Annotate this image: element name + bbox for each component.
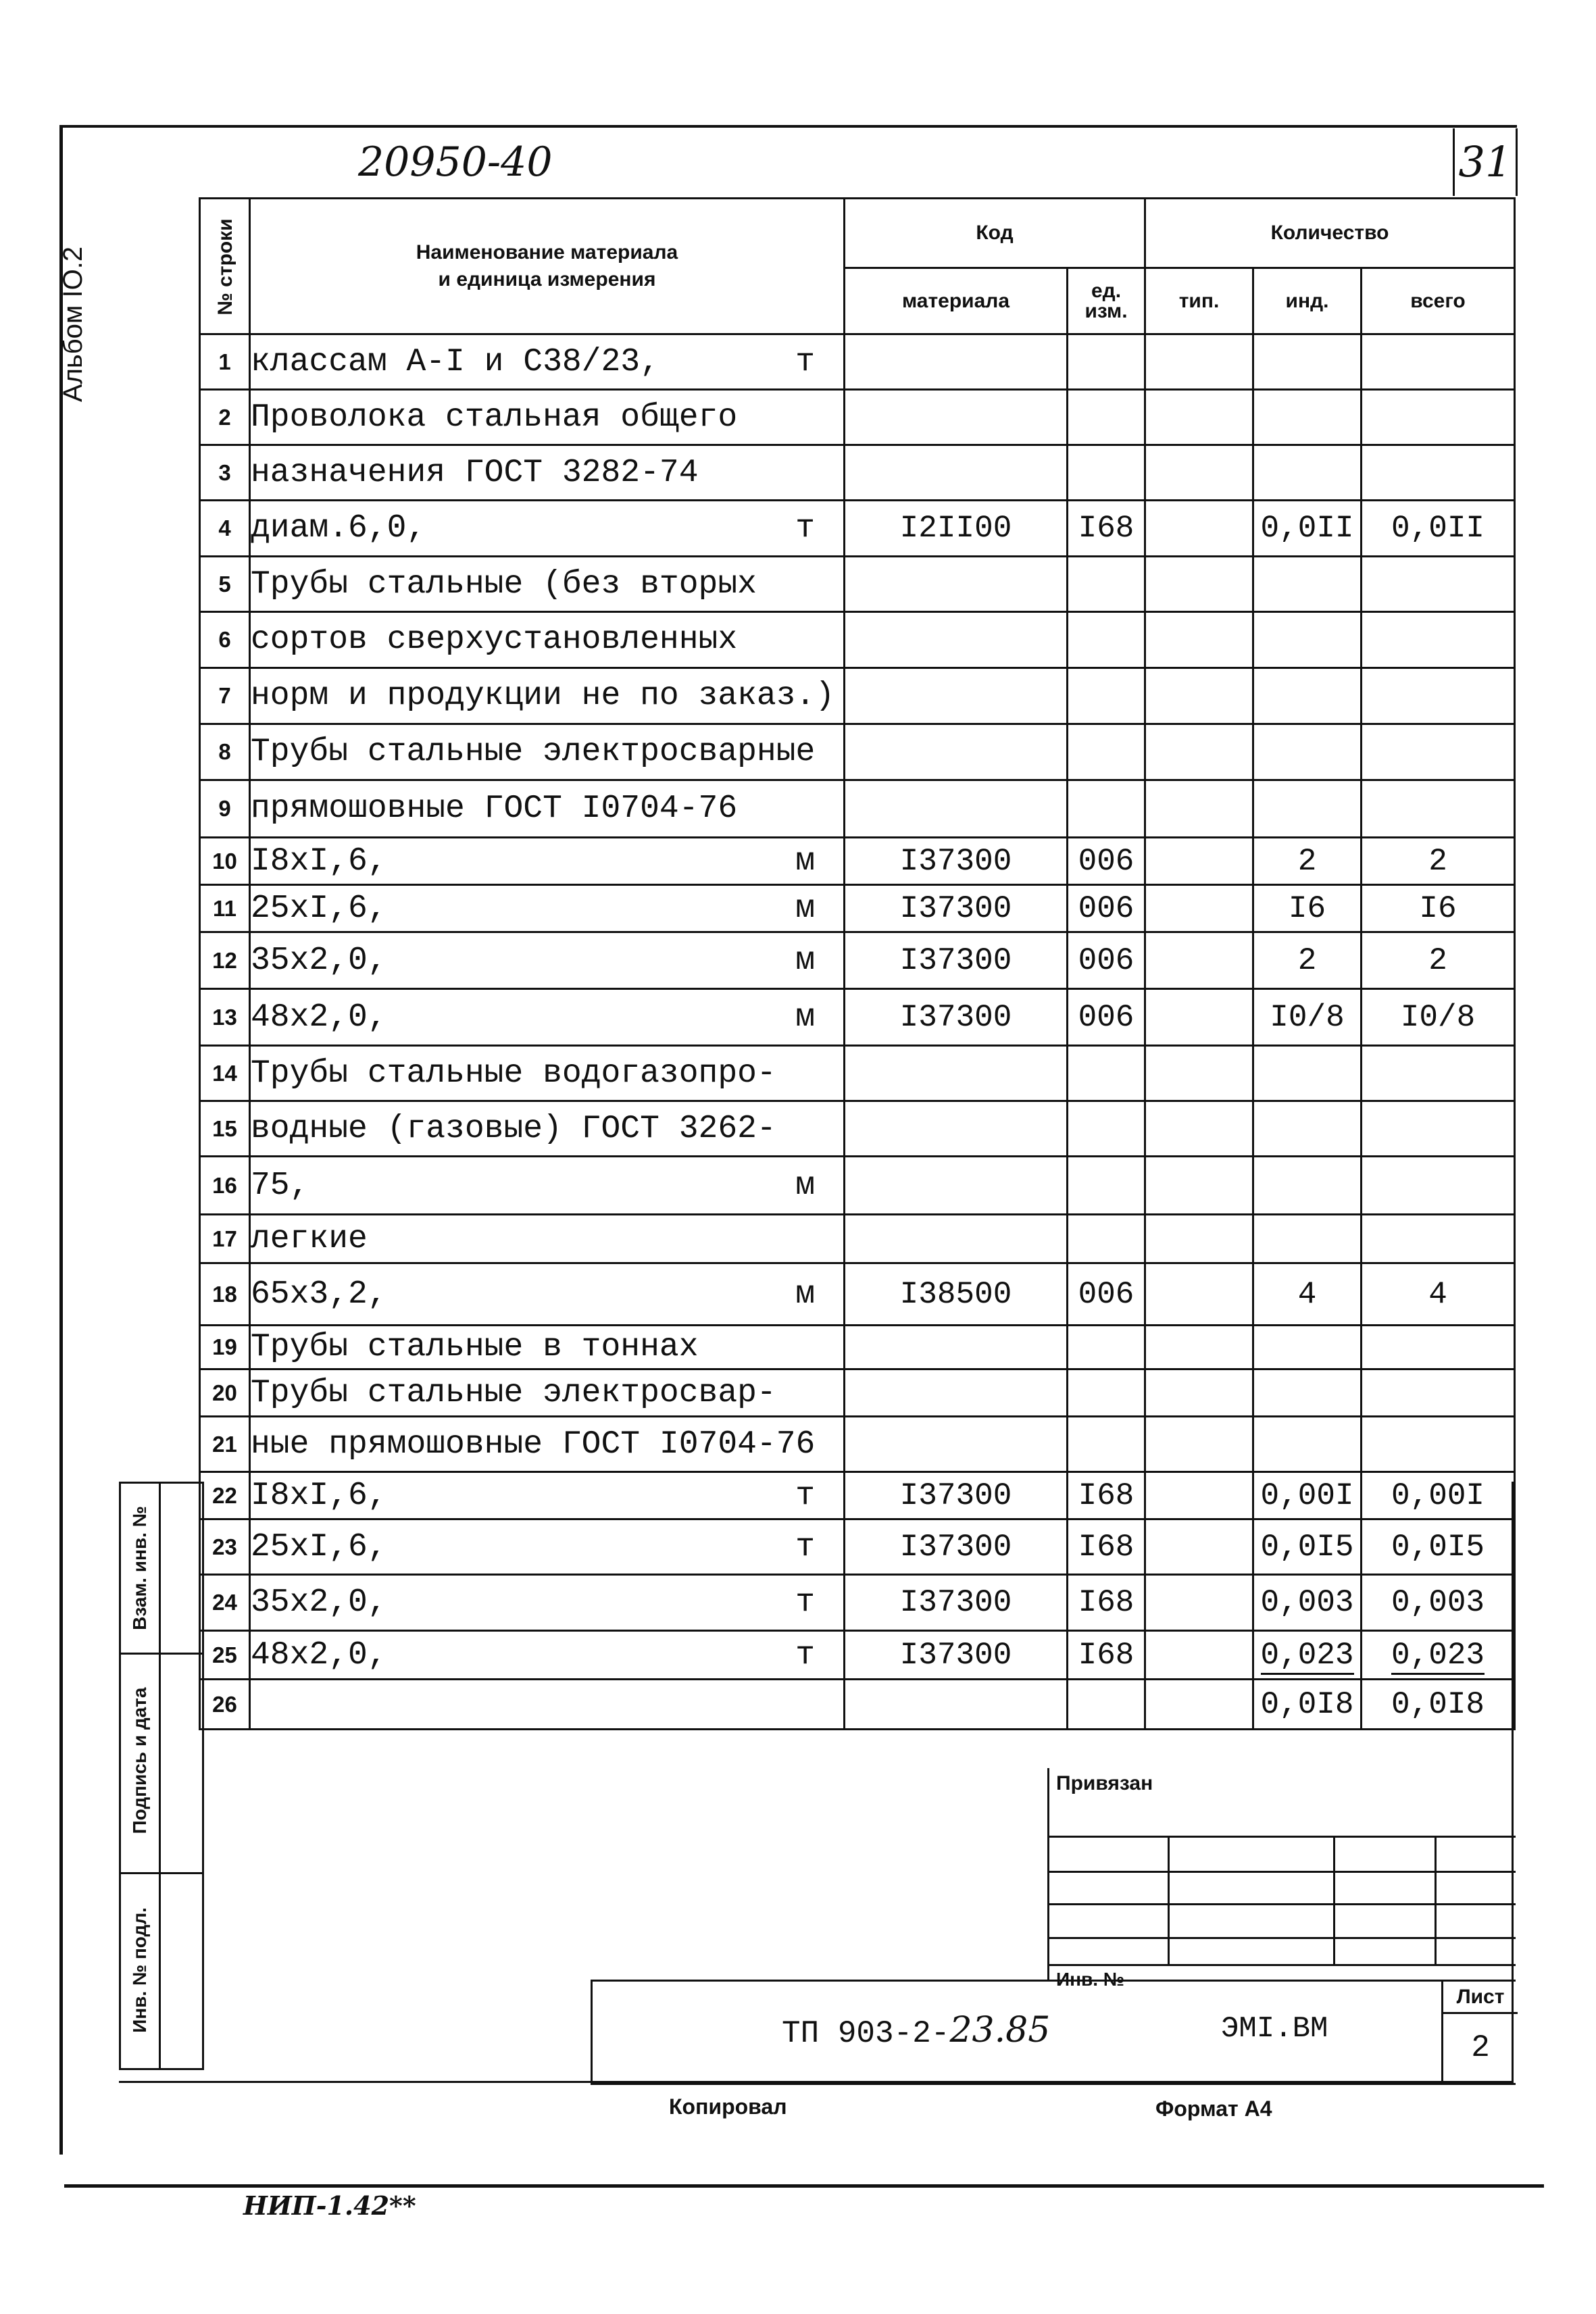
row-qty-total <box>1362 612 1515 668</box>
row-code-unit: 006 <box>1068 989 1145 1046</box>
table-row <box>200 334 1515 390</box>
row-name <box>250 501 845 557</box>
row-code-unit <box>1068 1369 1145 1417</box>
row-unit: м <box>795 1276 815 1313</box>
row-name <box>250 1046 845 1101</box>
row-code-material <box>845 668 1068 724</box>
row-number: 11 <box>200 885 250 932</box>
row-name <box>250 932 845 989</box>
bottom-rule <box>64 2184 1544 2188</box>
row-unit: т <box>795 1584 815 1621</box>
row-name <box>250 780 845 838</box>
row-name-text: Трубы стальные в тоннах <box>251 1329 699 1365</box>
row-name-text: 35x2,0, <box>251 1584 387 1621</box>
row-code-material <box>845 445 1068 501</box>
row-qty-ind <box>1253 1046 1362 1101</box>
row-number: 22 <box>200 1472 250 1519</box>
row-qty-typ <box>1145 1519 1253 1575</box>
row-code-unit <box>1068 668 1145 724</box>
row-qty-total <box>1362 780 1515 838</box>
col-row-number: № строки <box>200 199 250 334</box>
row-unit: т <box>795 1477 815 1514</box>
row-qty-total: 0,0I5 <box>1362 1519 1515 1575</box>
row-qty-total <box>1362 445 1515 501</box>
row-qty-total <box>1362 1046 1515 1101</box>
row-code-unit: 006 <box>1068 885 1145 932</box>
row-name-text: 48x2,0, <box>251 1636 387 1674</box>
row-qty-typ <box>1145 1157 1253 1215</box>
page-corner-number: 31 <box>1458 137 1512 186</box>
row-unit: т <box>795 1636 815 1674</box>
row-name <box>250 1575 845 1631</box>
table-row <box>200 1472 1515 1519</box>
table-row <box>200 1369 1515 1417</box>
row-name <box>250 885 845 932</box>
table-row <box>200 390 1515 445</box>
row-name <box>250 445 845 501</box>
row-name-text: I8xI,6, <box>251 842 387 880</box>
row-number: 5 <box>200 557 250 612</box>
row-code-material <box>845 334 1068 390</box>
row-code-unit <box>1068 445 1145 501</box>
table-row <box>200 1680 1515 1730</box>
row-qty-ind <box>1253 390 1362 445</box>
row-name-text: 48x2,0, <box>251 999 387 1036</box>
bottom-frame-line <box>119 2081 1514 2083</box>
row-code-unit: I68 <box>1068 1519 1145 1575</box>
row-number: 10 <box>200 838 250 885</box>
row-qty-ind: 0,0I8 <box>1253 1680 1362 1730</box>
row-qty-total: I6 <box>1362 885 1515 932</box>
row-qty-ind: 2 <box>1253 838 1362 885</box>
table-row <box>200 1215 1515 1263</box>
row-qty-ind: 0,0II <box>1253 501 1362 557</box>
row-code-material: I37300 <box>845 885 1068 932</box>
row-qty-ind: I6 <box>1253 885 1362 932</box>
row-qty-total <box>1362 1326 1515 1369</box>
col-qty-typ: тип. <box>1145 268 1253 334</box>
row-qty-typ <box>1145 668 1253 724</box>
row-code-material <box>845 1369 1068 1417</box>
row-code-material <box>845 1046 1068 1101</box>
row-qty-ind <box>1253 780 1362 838</box>
row-code-unit: I68 <box>1068 1631 1145 1680</box>
table-row <box>200 668 1515 724</box>
row-code-material <box>845 1680 1068 1730</box>
row-qty-ind <box>1253 445 1362 501</box>
row-qty-typ <box>1145 989 1253 1046</box>
row-code-material <box>845 780 1068 838</box>
row-qty-ind <box>1253 1326 1362 1369</box>
row-qty-ind: 0,003 <box>1253 1575 1362 1631</box>
row-code-unit <box>1068 1215 1145 1263</box>
row-name-text: Трубы стальные водогазопро- <box>251 1055 776 1092</box>
row-code-unit <box>1068 390 1145 445</box>
row-qty-typ <box>1145 1631 1253 1680</box>
row-name <box>250 390 845 445</box>
row-name-text: водные (газовые) ГОСТ 3262- <box>251 1110 776 1147</box>
row-qty-total: 0,0I8 <box>1362 1680 1515 1730</box>
row-qty-typ <box>1145 501 1253 557</box>
row-qty-total <box>1362 668 1515 724</box>
materials-table <box>199 197 1516 1730</box>
col-code: Код <box>845 199 1145 268</box>
row-code-material: I38500 <box>845 1263 1068 1326</box>
row-qty-typ <box>1145 1417 1253 1472</box>
row-qty-total: 4 <box>1362 1263 1515 1326</box>
row-name-text: диам.6,0, <box>251 510 426 547</box>
row-name <box>250 1215 845 1263</box>
row-qty-ind: 0,00I <box>1253 1472 1362 1519</box>
row-name-text: Трубы стальные электросвар- <box>251 1374 776 1411</box>
row-code-material <box>845 612 1068 668</box>
row-qty-typ <box>1145 1326 1253 1369</box>
row-unit: т <box>795 510 815 547</box>
row-qty-total: 0,003 <box>1362 1575 1515 1631</box>
inv-podl-label: Инв. № подл. <box>129 1907 150 2033</box>
row-name-text: Трубы стальные электросварные <box>251 734 816 770</box>
row-name <box>250 838 845 885</box>
row-code-unit <box>1068 557 1145 612</box>
row-unit: т <box>795 343 815 380</box>
row-qty-typ <box>1145 1680 1253 1730</box>
doc-code: ТП 903-2-23.85 <box>782 2010 1051 2051</box>
row-number: 16 <box>200 1157 250 1215</box>
list-value: 2 <box>1471 2030 1490 2065</box>
row-number: 12 <box>200 932 250 989</box>
row-qty-typ <box>1145 557 1253 612</box>
row-code-unit <box>1068 724 1145 780</box>
row-code-material: I37300 <box>845 989 1068 1046</box>
table-row <box>200 612 1515 668</box>
row-code-unit <box>1068 1417 1145 1472</box>
row-qty-typ <box>1145 445 1253 501</box>
row-unit: т <box>795 1528 815 1565</box>
col-name: Наименование материала и единица измерения <box>250 199 845 334</box>
row-number: 19 <box>200 1326 250 1369</box>
row-qty-typ <box>1145 838 1253 885</box>
row-qty-ind <box>1253 1631 1362 1680</box>
table-row <box>200 1575 1515 1631</box>
row-code-material <box>845 1101 1068 1157</box>
privyazan-label: Привязан <box>1056 1772 1153 1794</box>
row-number: 17 <box>200 1215 250 1263</box>
row-qty-typ <box>1145 932 1253 989</box>
row-number: 23 <box>200 1519 250 1575</box>
row-unit: м <box>795 842 815 880</box>
row-qty-total <box>1362 1369 1515 1417</box>
right-frame-line <box>1512 1482 1514 2083</box>
row-name-text: 75, <box>251 1167 309 1204</box>
row-qty-typ <box>1145 1046 1253 1101</box>
col-qty-ind: инд. <box>1253 268 1362 334</box>
album-label: Альбом IО.2 <box>58 246 88 403</box>
main-stamp <box>591 1980 1516 2085</box>
col-quantity: Количество <box>1145 199 1515 268</box>
row-name <box>250 1326 845 1369</box>
row-number: 15 <box>200 1101 250 1157</box>
row-name <box>250 612 845 668</box>
row-qty-typ <box>1145 724 1253 780</box>
row-qty-ind <box>1253 724 1362 780</box>
row-qty-ind <box>1253 1417 1362 1472</box>
row-qty-ind <box>1253 334 1362 390</box>
row-number: 6 <box>200 612 250 668</box>
row-code-unit <box>1068 1101 1145 1157</box>
row-qty-typ <box>1145 885 1253 932</box>
side-stamp <box>119 1482 204 2070</box>
vzam-label: Взам. инв. № <box>129 1506 150 1630</box>
row-name-text: 35x2,0, <box>251 942 387 979</box>
row-name-text: сортов сверхустановленных <box>251 622 738 658</box>
row-name-text: легкие <box>251 1220 368 1257</box>
row-code-material <box>845 1326 1068 1369</box>
row-number: 21 <box>200 1417 250 1472</box>
table-row <box>200 1519 1515 1575</box>
row-qty-ind: 2 <box>1253 932 1362 989</box>
row-code-material <box>845 390 1068 445</box>
row-name <box>250 1631 845 1680</box>
row-name-text: классам А-I и С38/23, <box>251 343 659 380</box>
row-name-text: прямошовные ГОСТ I0704-76 <box>251 790 738 827</box>
row-qty-total: 0,0II <box>1362 501 1515 557</box>
row-name-text: ные прямошовные ГОСТ I0704-76 <box>251 1426 816 1463</box>
row-unit: м <box>795 999 815 1036</box>
row-code-material <box>845 1157 1068 1215</box>
row-qty-typ <box>1145 334 1253 390</box>
row-code-unit <box>1068 1157 1145 1215</box>
row-unit: м <box>795 942 815 979</box>
row-code-unit <box>1068 334 1145 390</box>
row-unit: м <box>795 1167 815 1204</box>
row-code-unit <box>1068 1326 1145 1369</box>
row-number: 24 <box>200 1575 250 1631</box>
row-name <box>250 557 845 612</box>
inv-no-label: Инв. № <box>1056 1969 1125 1990</box>
row-qty-total: 2 <box>1362 838 1515 885</box>
doc-number: 20950-40 <box>358 139 553 186</box>
row-qty-ind: 4 <box>1253 1263 1362 1326</box>
row-number: 1 <box>200 334 250 390</box>
row-code-material: I37300 <box>845 932 1068 989</box>
row-number: 4 <box>200 501 250 557</box>
row-number: 20 <box>200 1369 250 1417</box>
row-qty-total <box>1362 1101 1515 1157</box>
row-qty-total: 2 <box>1362 932 1515 989</box>
row-name-text: 25xI,6, <box>251 1528 387 1565</box>
row-qty-total <box>1362 1631 1515 1680</box>
row-code-material <box>845 1417 1068 1472</box>
row-name <box>250 1101 845 1157</box>
row-code-material: I37300 <box>845 1631 1068 1680</box>
table-row <box>200 1157 1515 1215</box>
table-row <box>200 780 1515 838</box>
row-qty-ind <box>1253 1369 1362 1417</box>
row-code-unit: 006 <box>1068 1263 1145 1326</box>
copied-label: Копировал <box>669 2094 787 2119</box>
col-code-material: материала <box>845 268 1068 334</box>
row-qty-typ <box>1145 1101 1253 1157</box>
table-row <box>200 1101 1515 1157</box>
row-qty-total <box>1362 724 1515 780</box>
row-name-text: Проволока стальная общего <box>251 399 738 436</box>
table-row <box>200 1631 1515 1680</box>
row-number: 9 <box>200 780 250 838</box>
row-number: 8 <box>200 724 250 780</box>
row-name <box>250 1680 845 1730</box>
col-code-unit: ед. изм. <box>1068 268 1145 334</box>
row-number: 18 <box>200 1263 250 1326</box>
row-qty-typ <box>1145 1369 1253 1417</box>
privyazan-block <box>1047 1768 1516 1990</box>
row-qty-total <box>1362 557 1515 612</box>
row-name <box>250 1369 845 1417</box>
row-name <box>250 334 845 390</box>
row-qty-ind: 0,0I5 <box>1253 1519 1362 1575</box>
table-row <box>200 557 1515 612</box>
row-qty-typ <box>1145 1263 1253 1326</box>
row-name-text: I8xI,6, <box>251 1477 387 1514</box>
row-number: 3 <box>200 445 250 501</box>
row-number: 7 <box>200 668 250 724</box>
table-row <box>200 1046 1515 1101</box>
row-qty-total <box>1362 1215 1515 1263</box>
row-name <box>250 668 845 724</box>
row-name <box>250 724 845 780</box>
row-name-text: Трубы стальные (без вторых <box>251 565 757 603</box>
row-name <box>250 1417 845 1472</box>
table-row <box>200 932 1515 989</box>
row-code-material: I37300 <box>845 1575 1068 1631</box>
row-name <box>250 1519 845 1575</box>
table-row <box>200 501 1515 557</box>
row-number: 2 <box>200 390 250 445</box>
row-number: 13 <box>200 989 250 1046</box>
format-label: Формат А4 <box>1155 2096 1272 2121</box>
row-name-text: назначения ГОСТ 3282-74 <box>251 454 699 491</box>
table-row <box>200 445 1515 501</box>
table-row <box>200 989 1515 1046</box>
row-qty-total <box>1362 334 1515 390</box>
table-row <box>200 1263 1515 1326</box>
row-code-unit: I68 <box>1068 1575 1145 1631</box>
row-code-material <box>845 1215 1068 1263</box>
row-name-text: норм и продукции не по заказ.) <box>251 678 835 714</box>
col-qty-total: всего <box>1362 268 1515 334</box>
row-qty-typ <box>1145 1472 1253 1519</box>
table-row <box>200 838 1515 885</box>
table-row <box>200 724 1515 780</box>
row-value-text: 0,023 <box>1261 1638 1354 1675</box>
row-qty-ind <box>1253 668 1362 724</box>
row-name <box>250 989 845 1046</box>
row-code-unit <box>1068 780 1145 838</box>
row-qty-ind <box>1253 1157 1362 1215</box>
row-number: 26 <box>200 1680 250 1730</box>
row-code-unit <box>1068 1046 1145 1101</box>
row-unit: м <box>795 890 815 927</box>
row-qty-typ <box>1145 780 1253 838</box>
row-number: 25 <box>200 1631 250 1680</box>
row-qty-total: I0/8 <box>1362 989 1515 1046</box>
row-name <box>250 1263 845 1326</box>
row-name-text: 25xI,6, <box>251 890 387 927</box>
row-value-text: 0,023 <box>1391 1638 1485 1675</box>
row-code-material: I37300 <box>845 1519 1068 1575</box>
row-code-unit <box>1068 612 1145 668</box>
row-code-unit: 006 <box>1068 932 1145 989</box>
sheet-code: ЭМI.ВМ <box>1221 2012 1328 2046</box>
row-qty-ind <box>1253 612 1362 668</box>
row-code-unit: 006 <box>1068 838 1145 885</box>
row-qty-typ <box>1145 390 1253 445</box>
row-code-material: I37300 <box>845 838 1068 885</box>
row-qty-ind <box>1253 1101 1362 1157</box>
row-qty-typ <box>1145 612 1253 668</box>
list-box <box>1441 1982 1518 2083</box>
row-qty-total <box>1362 390 1515 445</box>
row-code-unit: I68 <box>1068 501 1145 557</box>
row-qty-total <box>1362 1417 1515 1472</box>
row-name <box>250 1157 845 1215</box>
row-qty-ind <box>1253 1215 1362 1263</box>
row-qty-ind <box>1253 557 1362 612</box>
row-code-material: I2II00 <box>845 501 1068 557</box>
row-code-material <box>845 724 1068 780</box>
podpis-label: Подпись и дата <box>129 1687 150 1834</box>
row-qty-total <box>1362 1157 1515 1215</box>
row-code-material <box>845 557 1068 612</box>
row-code-material: I37300 <box>845 1472 1068 1519</box>
row-qty-typ <box>1145 1215 1253 1263</box>
page-corner-box <box>1453 128 1518 196</box>
row-qty-ind: I0/8 <box>1253 989 1362 1046</box>
row-qty-total: 0,00I <box>1362 1472 1515 1519</box>
row-name <box>250 1472 845 1519</box>
row-qty-typ <box>1145 1575 1253 1631</box>
footer-stamp: НИП-1.42** <box>243 2190 416 2221</box>
row-number: 14 <box>200 1046 250 1101</box>
row-name-text: 65x3,2, <box>251 1276 387 1313</box>
table-row <box>200 885 1515 932</box>
table-row <box>200 1326 1515 1369</box>
table-row <box>200 1417 1515 1472</box>
row-code-unit: I68 <box>1068 1472 1145 1519</box>
row-code-unit <box>1068 1680 1145 1730</box>
list-label: Лист <box>1443 1982 1518 2014</box>
